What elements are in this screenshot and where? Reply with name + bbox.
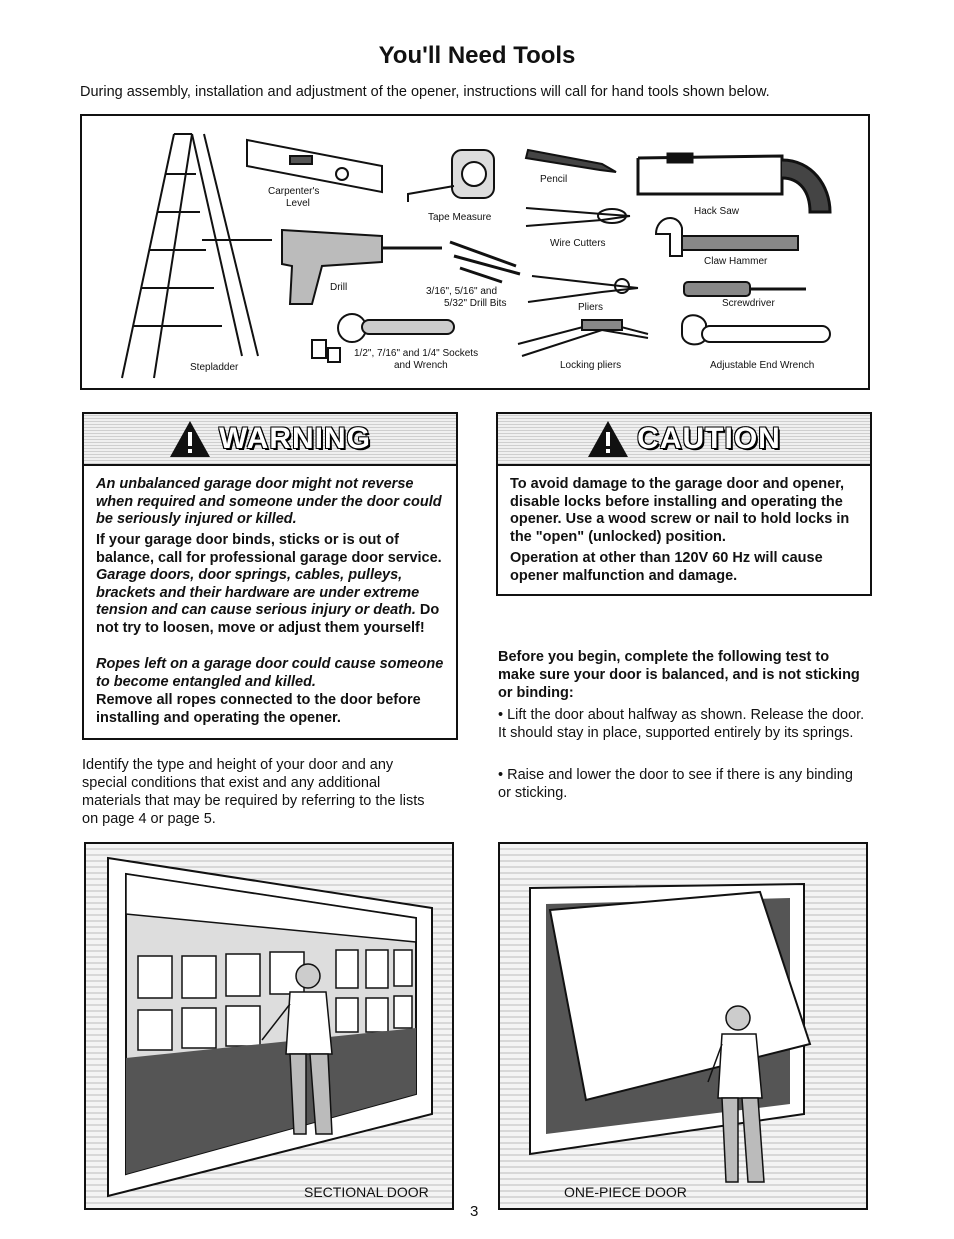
- drill-bits-label-1: 3/16", 5/16" and: [426, 286, 498, 297]
- drill-bits-label-2: 5/32" Drill Bits: [444, 298, 507, 309]
- drill-label: Drill: [330, 282, 348, 293]
- stepladder-icon: [122, 134, 272, 378]
- warning-triangle-icon: [169, 420, 211, 458]
- tools-illustration: [80, 114, 870, 390]
- warning-banner: [84, 414, 456, 466]
- warning-para-3: Ropes left on a garage door could cause someone to become entangled and killed.: [96, 656, 444, 690]
- pliers-label: Pliers: [578, 302, 604, 313]
- balance-bullet-2: • Raise and lower the door to see if there is any binding or sticking.: [498, 767, 853, 801]
- one-piece-door-label: ONE-PIECE DOOR: [564, 1184, 687, 1200]
- level-icon: [247, 140, 382, 192]
- pencil-icon: [526, 150, 616, 172]
- hacksaw-icon: [638, 154, 830, 212]
- drill-bits-icon: [450, 242, 520, 282]
- warning-para-4: Remove all ropes connected to the door before installing and operating the opener.: [96, 692, 421, 726]
- wire-cutters-label: Wire Cutters: [550, 238, 606, 249]
- level-label-2: Level: [286, 198, 310, 209]
- pliers-icon: [528, 276, 638, 302]
- drill-icon: [282, 230, 442, 304]
- claw-hammer-label: Claw Hammer: [704, 256, 768, 267]
- tape-measure-label: Tape Measure: [428, 212, 492, 223]
- level-label-1: Carpenter's: [268, 186, 320, 197]
- caution-banner: [498, 414, 870, 466]
- balance-test-heading: Before you begin, complete the following test to make sure your door is balanced, and is not sticking or binding:: [498, 649, 860, 701]
- page-title: You'll Need Tools: [378, 42, 576, 69]
- door-type-text: Identify the type and height of your door and any special conditions that exist and any additional materials that may be required by referring to the lists on page 4 or page 5.: [82, 757, 425, 827]
- sectional-door-label: SECTIONAL DOOR: [304, 1184, 429, 1200]
- tape-measure-icon: [408, 150, 494, 202]
- claw-hammer-icon: [656, 218, 798, 256]
- locking-pliers-icon: [518, 320, 648, 356]
- one-piece-door-drawing: [500, 844, 866, 1208]
- warning-para-1: An unbalanced garage door might not reverse when required and someone under the door could be seriously injured or killed.: [96, 476, 442, 527]
- page-number: 3: [470, 1203, 479, 1220]
- hacksaw-label: Hack Saw: [694, 206, 740, 217]
- warning-para-2c: Do not try to loosen, move or adjust them yourself!: [96, 602, 440, 636]
- screwdriver-label: Screwdriver: [722, 298, 775, 309]
- sectional-door-drawing: [86, 844, 452, 1208]
- caution-triangle-icon: [587, 420, 629, 458]
- pencil-label: Pencil: [540, 174, 568, 185]
- locking-pliers-label: Locking pliers: [560, 360, 622, 371]
- caution-para-1: To avoid damage to the garage door and opener, disable locks before installing and operating the opener. Use a wood screw or nail to hold locks in the "open" (unlocked) position.: [510, 476, 850, 545]
- adjustable-wrench-label: Adjustable End Wrench: [710, 360, 815, 371]
- caution-panel: [496, 412, 872, 596]
- warning-para-2b: Garage doors, door springs, cables, pulleys, brackets and their hardware are under extreme tension and can cause serious injury or death.: [96, 567, 420, 618]
- intro-text: During assembly, installation and adjustment of the opener, instructions will call for hand tools shown below.: [80, 84, 770, 100]
- screwdriver-icon: [684, 282, 806, 296]
- caution-para-2: Operation at other than 120V 60 Hz will cause opener malfunction and damage.: [510, 550, 823, 584]
- balance-bullet-1: • Lift the door about halfway as shown. Release the door. It should stay in place, supported entirely by its springs.: [498, 707, 865, 741]
- sockets-label-2: and Wrench: [394, 360, 448, 371]
- sockets-label-1: 1/2", 7/16" and 1/4" Sockets: [354, 348, 479, 359]
- warning-title: WARNING: [219, 422, 371, 455]
- warning-para-2: [96, 532, 448, 637]
- sectional-door-illustration: [84, 842, 454, 1210]
- adjustable-wrench-icon: [682, 315, 830, 344]
- warning-para-2a: If your garage door binds, sticks or is out of balance, call for professional garage door service.: [96, 532, 442, 566]
- warning-panel: [82, 412, 458, 740]
- one-piece-door-illustration: [498, 842, 868, 1210]
- caution-title: CAUTION: [637, 422, 781, 455]
- wire-cutters-icon: [526, 208, 630, 226]
- stepladder-label: Stepladder: [190, 362, 239, 373]
